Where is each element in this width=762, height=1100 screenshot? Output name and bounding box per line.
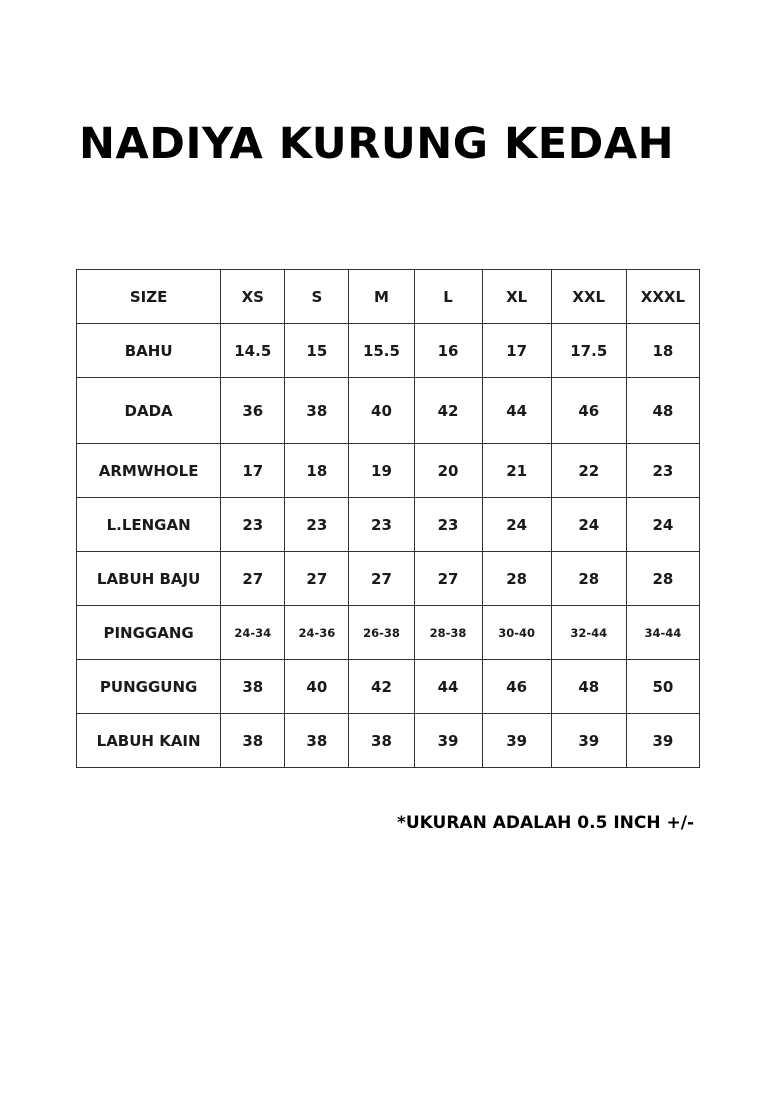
table-cell: 32-44 <box>551 606 626 660</box>
header-cell-xxxl: XXXL <box>626 270 699 324</box>
table-cell: 24 <box>482 498 551 552</box>
size-chart-table <box>76 269 700 768</box>
table-cell: 24 <box>551 498 626 552</box>
table-row-punggung <box>77 660 700 714</box>
table-cell: 22 <box>551 444 626 498</box>
table-cell: 44 <box>482 378 551 444</box>
table-cell: 39 <box>626 714 699 768</box>
table-cell: 21 <box>482 444 551 498</box>
table-cell: 38 <box>221 660 285 714</box>
table-cell: 38 <box>349 714 414 768</box>
table-cell: 27 <box>414 552 482 606</box>
table-cell: 23 <box>349 498 414 552</box>
row-label: BAHU <box>77 324 221 378</box>
header-cell-xs: XS <box>221 270 285 324</box>
table-cell: 40 <box>285 660 349 714</box>
row-label: LABUH KAIN <box>77 714 221 768</box>
table-row-labuh-baju <box>77 552 700 606</box>
table-row-bahu <box>77 324 700 378</box>
table-cell: 38 <box>221 714 285 768</box>
table-cell: 42 <box>414 378 482 444</box>
table-cell: 27 <box>349 552 414 606</box>
table-cell: 14.5 <box>221 324 285 378</box>
row-label: ARMWHOLE <box>77 444 221 498</box>
header-cell-l: L <box>414 270 482 324</box>
table-cell: 42 <box>349 660 414 714</box>
table-cell: 39 <box>551 714 626 768</box>
table-cell: 17 <box>221 444 285 498</box>
table-cell: 39 <box>414 714 482 768</box>
table-cell: 24-36 <box>285 606 349 660</box>
table-cell: 27 <box>221 552 285 606</box>
table-cell: 18 <box>626 324 699 378</box>
table-cell: 17.5 <box>551 324 626 378</box>
table-cell: 23 <box>414 498 482 552</box>
table-cell: 50 <box>626 660 699 714</box>
table-row-armwhole <box>77 444 700 498</box>
table-cell: 30-40 <box>482 606 551 660</box>
table-cell: 28 <box>626 552 699 606</box>
table-cell: 16 <box>414 324 482 378</box>
row-label: DADA <box>77 378 221 444</box>
table-row-dada <box>77 378 700 444</box>
table-cell: 46 <box>482 660 551 714</box>
table-cell: 17 <box>482 324 551 378</box>
table-row-l-lengan <box>77 498 700 552</box>
table-cell: 24 <box>626 498 699 552</box>
row-label: L.LENGAN <box>77 498 221 552</box>
table-cell: 48 <box>626 378 699 444</box>
header-cell-xl: XL <box>482 270 551 324</box>
header-cell-size: SIZE <box>77 270 221 324</box>
table-cell: 36 <box>221 378 285 444</box>
header-row <box>77 270 700 324</box>
table-cell: 15.5 <box>349 324 414 378</box>
table-cell: 23 <box>221 498 285 552</box>
header-cell-s: S <box>285 270 349 324</box>
table-cell: 27 <box>285 552 349 606</box>
table-cell: 34-44 <box>626 606 699 660</box>
table-cell: 24-34 <box>221 606 285 660</box>
table-cell: 44 <box>414 660 482 714</box>
table-cell: 39 <box>482 714 551 768</box>
table-cell: 38 <box>285 378 349 444</box>
table-cell: 26-38 <box>349 606 414 660</box>
table-cell: 28-38 <box>414 606 482 660</box>
table-cell: 19 <box>349 444 414 498</box>
row-label: PUNGGUNG <box>77 660 221 714</box>
row-label: PINGGANG <box>77 606 221 660</box>
table-cell: 28 <box>482 552 551 606</box>
table-row-labuh-kain <box>77 714 700 768</box>
table-cell: 48 <box>551 660 626 714</box>
table-cell: 23 <box>626 444 699 498</box>
table-cell: 15 <box>285 324 349 378</box>
table-cell: 20 <box>414 444 482 498</box>
header-cell-xxl: XXL <box>551 270 626 324</box>
table-cell: 46 <box>551 378 626 444</box>
table-cell: 23 <box>285 498 349 552</box>
table-row-pinggang <box>77 606 700 660</box>
measurement-tolerance-note: *UKURAN ADALAH 0.5 INCH +/- <box>396 813 694 833</box>
header-cell-m: M <box>349 270 414 324</box>
page-title: NADIYA KURUNG KEDAH <box>79 119 675 169</box>
table-cell: 40 <box>349 378 414 444</box>
table-cell: 18 <box>285 444 349 498</box>
table-cell: 28 <box>551 552 626 606</box>
row-label: LABUH BAJU <box>77 552 221 606</box>
table-cell: 38 <box>285 714 349 768</box>
